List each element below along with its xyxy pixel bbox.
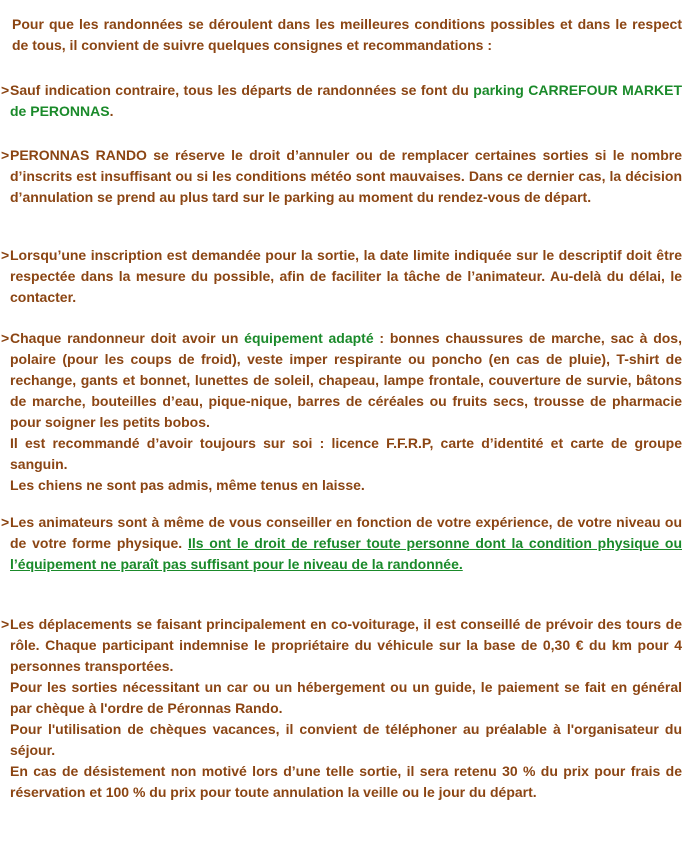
bullet-marker: >	[1, 616, 10, 632]
bullet-marker: >	[1, 514, 10, 530]
equipment-highlight: équipement adapté	[244, 330, 374, 346]
rule-transport-withdrawal: En cas de désistement non motivé lors d’une telle sortie, il sera retenu 30 % du prix pour frais de réservation et 100 % du prix pour toute annulation la veille ou le jour du départ.	[10, 763, 682, 800]
bullet-marker: >	[1, 247, 10, 263]
rule-transport-payment: Pour les sorties nécessitant un car ou un hébergement ou un guide, le paiement se fait en général par chèque à l'ordre de Péronnas Rando.	[10, 679, 682, 716]
bullet-marker: >	[1, 82, 10, 98]
rule-transport-vouchers: Pour l'utilisation de chèques vacances, il convient de téléphoner au préalable à l'organisateur du séjour.	[10, 721, 682, 758]
rule-animators-text: Les animateurs sont à même de vous conseiller en fonction de votre expérience, de votre niveau ou de votre forme physique.	[10, 514, 682, 551]
refusal-notice: Ils ont le droit de refuser toute personne dont la condition physique ou l’équipement ne paraît pas suffisant pour le niveau de la randonnée.	[10, 535, 683, 572]
rule-equipment-lead: Chaque randonneur doit avoir un	[10, 330, 245, 346]
bullet-marker: >	[1, 147, 10, 163]
intro-paragraph	[12, 14, 682, 56]
rule-equipment-dogs: Les chiens ne sont pas admis, même tenus en laisse.	[10, 477, 365, 493]
equipment-list: : bonnes chaussures de marche, sac à dos, polaire (pour les coups de froid), veste imper respirante ou poncho (en cas de pluie), T-shirt de rechange, gants et bonnet, lunettes de soleil, chapeau, lampe frontale, couverture de survie, bâtons de marche, bouteilles d’eau, pique-nique, barres de céréales ou fruits secs, trousse de pharmacie pour soigner les petits bobos.	[10, 330, 682, 430]
rule-departure: > Sauf indication contraire, tous les départs de randonnées se font du parking CARREFOUR MARKET de PERONNAS.	[1, 82, 682, 119]
rule-cancellation-text: PERONNAS RANDO se réserve le droit d’annuler ou de remplacer certaines sorties si le nombre d’inscrits est insuffisant ou si les conditions météo sont mauvaises. Dans ce dernier cas, la décision d’annulation se prend au plus tard sur le parking au moment du rendez-vous de départ.	[10, 147, 682, 205]
rule-registration-text: Lorsqu’une inscription est demandée pour la sortie, la date limite indiquée sur le descriptif doit être respectée dans la mesure du possible, afin de faciliter la tâche de l’animateur. Au-delà du délai, le contacter.	[10, 247, 682, 305]
rule-departure-text: Sauf indication contraire, tous les départs de randonnées se font du	[10, 82, 474, 98]
rule-transport-text: Les déplacements se faisant principalement en co-voiturage, il est conseillé de prévoir des tours de rôle. Chaque participant indemnise le propriétaire du véhicule sur la base de 0,30 € du km pour 4 personnes transportées.	[10, 616, 682, 674]
rule-cancellation	[1, 145, 682, 208]
rule-registration	[1, 245, 682, 308]
rule-equipment-documents: Il est recommandé d’avoir toujours sur soi : licence F.F.R.P, carte d’identité et carte de groupe sanguin.	[10, 435, 682, 472]
intro-text: Pour que les randonnées se déroulent dans les meilleures conditions possibles et dans le respect de tous, il convient de suivre quelques consignes et recommandations :	[12, 16, 682, 53]
rule-equipment	[1, 328, 682, 496]
rule-transport	[1, 614, 682, 803]
rule-animators	[1, 512, 683, 575]
parking-location: parking CARREFOUR MARKET de PERONNAS	[10, 82, 682, 119]
bullet-marker: >	[1, 330, 10, 346]
